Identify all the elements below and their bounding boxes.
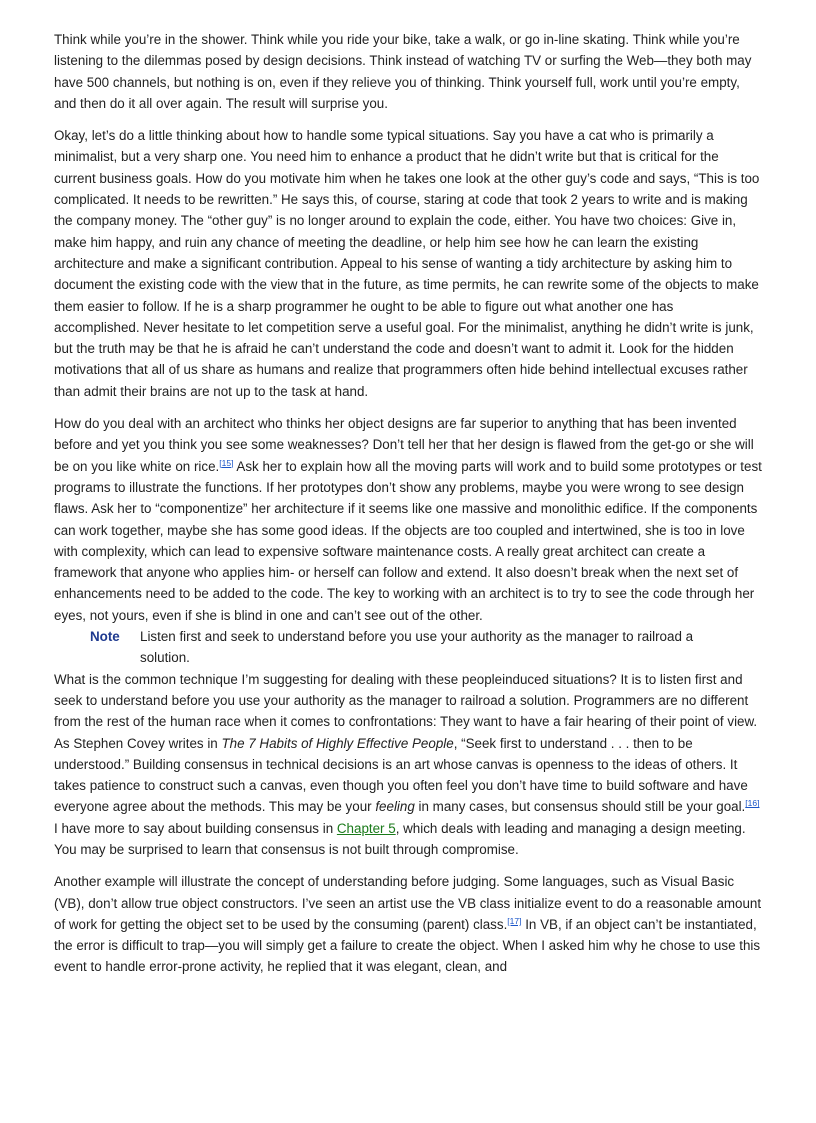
footnote-ref-16[interactable] xyxy=(745,798,759,808)
paragraph-technique-text-5: , which deals with leading and managing a design meeting. You may be surprised to learn that consensus is not built through compromise. xyxy=(54,820,746,857)
footnote-link-16[interactable]: [16] xyxy=(745,798,760,809)
note-text: Listen first and seek to understand before you use your authority as the manager to railroad a solution. xyxy=(140,629,694,666)
paragraph-minimalist: Okay, let’s do a little thinking about how to handle some typical situations. Say you have a cat who is primarily a minimalist, but a very sharp one. You need him to enhance a product that he didn’t write but that is critical for the current business goals. How do you motivate him when he takes one look at the other guy’s code and says, “This is too complicated. It needs to be rewritten.” He says this, of course, staring at code that took 2 years to write and is making the company money. The “other guy” is no longer around to explain the code, either. You have two choices: Give in, make him happy, and ruin any chance of meeting the deadline, or help him see how he can learn the existing architecture and make a significant contribution. Appeal to his sense of wanting a tidy architecture by asking him to document the existing code with the view that in the future, as time permits, he can rewrite some of the objects to make them easier to follow. If he is a sharp programmer he ought to be able to figure out what another one has accomplished. Never hesitate to let competition serve a useful goal. For the minimalist, anything he didn’t write is junk, but the truth may be that he is afraid he can’t understand the code and doesn’t want to admit it. Look for the hidden motivations that all of us share as humans and realize that programmers often hide behind intellectual excuses rather than admit their brains are not up to the task at hand. xyxy=(54,128,760,399)
paragraph-architect-text-1: How do you deal with an architect who thinks her object designs are far superior to anything that has been invented before and yet you think you see some weaknesses? Don’t tell her that her design is flawed from the get-go or she will be on you like white on rice. xyxy=(54,416,754,474)
footnote-link-17[interactable]: [17] xyxy=(507,915,522,926)
paragraph-think: Think while you’re in the shower. Think while you ride your bike, take a walk, or go in-line skating. Think while you’re listening to the dilemmas posed by design decisions. Think instead of watching TV or surfing the Web—they both may have 500 channels, but nothing is on, even if they relieve you of thinking. Think yourself full, work until you’re empty, and then do it all over again. The result will surprise you. xyxy=(54,32,752,111)
paragraph-example-text-2: In VB, if an object can’t be instantiated, the error is difficult to trap—you will simply get a failure to create the object. When I asked him why he chose to use this event to handle error-prone activity, he replied that it was elegant, clean, and xyxy=(54,916,761,975)
emphasis-feeling: feeling xyxy=(375,799,415,815)
note-callout xyxy=(54,626,762,669)
footnote-ref-15[interactable] xyxy=(219,458,233,468)
footnote-link-15[interactable]: [15] xyxy=(219,457,234,468)
note-label: Note xyxy=(90,629,120,645)
paragraph-example xyxy=(54,871,762,977)
paragraph-technique-text-2: , “Seek first to understand . . . then to be understood.” Building consensus in technical decisions is an art whose canvas is openness to the ideas of others. It takes patience to construct such a canvas, even though you often feel you don’t have time to build software and have everyone agree about the methods. This may be your xyxy=(54,735,748,815)
paragraph-architect xyxy=(54,413,762,626)
paragraph-technique-text-4: I have more to say about building consensus in xyxy=(54,820,337,836)
paragraph-example-text-1: Another example will illustrate the concept of understanding before judging. Some languages, such as Visual Basic (VB), don’t allow true object constructors. I’ve seen an artist use the VB class initialize event to do a reasonable amount of work for getting the object set to be used by the consuming (parent) class. xyxy=(54,874,762,932)
paragraph-technique xyxy=(54,669,762,861)
chapter-5-link[interactable]: Chapter 5 xyxy=(336,820,396,836)
paragraph-technique-text-1: What is the common technique I’m suggesting for dealing with these peopleinduced situations? It is to listen first and seek to understand before you use your authority as the manager to railroad a solution. Programmers are no different from the rest of the human race when it comes to confrontations: They want to have a fair hearing of their point of view. As Stephen Covey writes in xyxy=(54,671,758,751)
paragraph-technique-text-3: in many cases, but consensus should still be your goal. xyxy=(414,799,746,815)
paragraph-architect-text-2: Ask her to explain how all the moving parts will work and to build some prototypes or test programs to illustrate the functions. If her prototypes don’t show any problems, maybe you were wrong to see design flaws. Ask her to “componentize” her architecture if it seems like one massive and monolithic edifice. If the components can work together, maybe she has some good ideas. If the objects are too coupled and intertwined, she is too in love with complexity, which can lead to expensive software maintenance costs. A really great architect can create a framework that anyone who applies him- or herself can follow and extend. It also doesn’t break when the next set of enhancements need to be added to the code. The key to working with an architect is to try to see the code through her eyes, not yours, even if she is blind in one and can’t see out of the other. xyxy=(54,458,762,623)
book-title: The 7 Habits of Highly Effective People xyxy=(221,735,454,751)
footnote-ref-17[interactable] xyxy=(507,916,521,926)
